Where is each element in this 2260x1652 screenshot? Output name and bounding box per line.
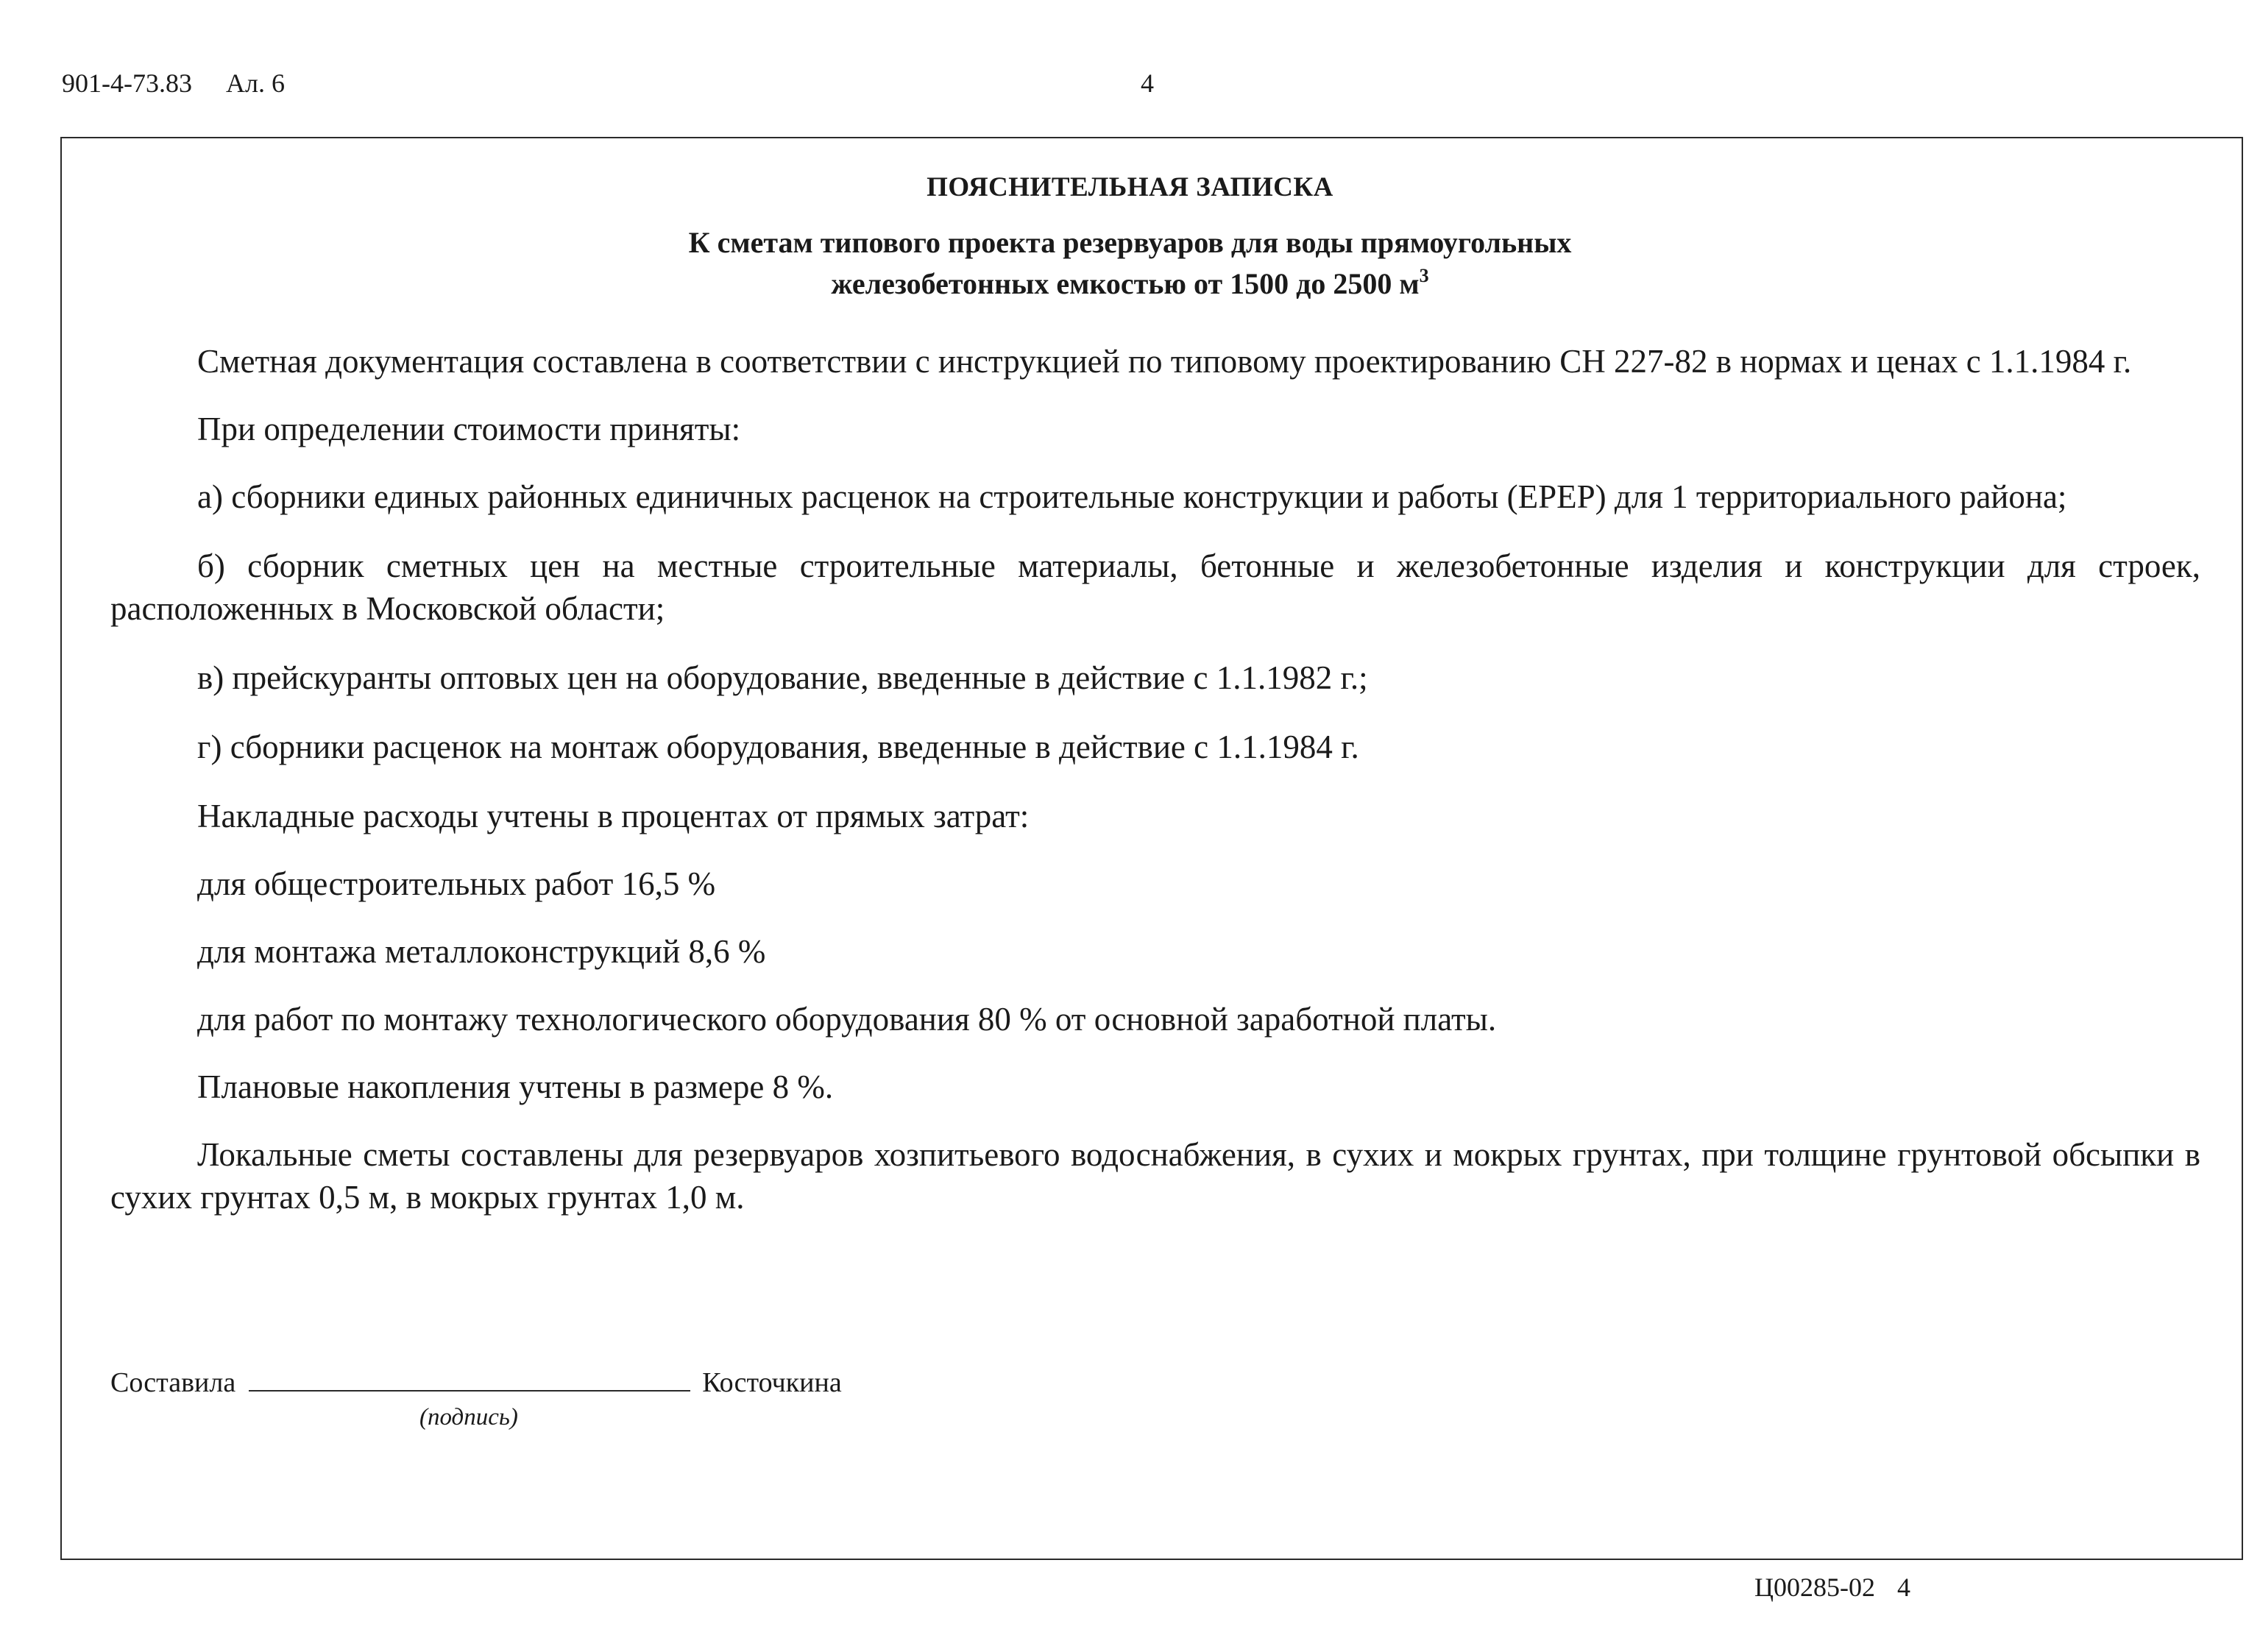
subtitle-line-1: К сметам типового проекта резервуаров для воды прямоугольных bbox=[688, 226, 1572, 259]
album-number: Ал. 6 bbox=[225, 68, 285, 98]
list-item-a: а) сборники единых районных единичных расценок на строительные конструкции и работы (ЕРЕР) для 1 территориального района; bbox=[197, 478, 2067, 515]
footer-document-code: Ц00285-02 bbox=[1754, 1573, 1875, 1602]
paragraph-savings: Плановые накопления учтены в размере 8 %. bbox=[197, 1068, 834, 1105]
subtitle-line-2-text: железобетонных емкостью от 1500 до 2500 м bbox=[831, 267, 1420, 300]
signature-hint: (подпись) bbox=[419, 1404, 518, 1431]
subtitle-line-2 bbox=[0, 263, 2260, 305]
paragraph-local-estimates: Локальные сметы составлены для резервуаров хозпитьевого водоснабжения, в сухих и мокрых грунтах, при толщине грунтовой обсыпки в сухих грунтах 0,5 м, в мокрых грунтах 1,0 м. bbox=[110, 1136, 2200, 1216]
project-code: 901-4-73.83 bbox=[62, 68, 192, 98]
paragraph-cost-basis: При определении стоимости приняты: bbox=[197, 411, 741, 447]
document-subtitle bbox=[0, 222, 2260, 305]
page-number: 4 bbox=[1141, 68, 1154, 98]
overhead-construction: для общестроительных работ 16,5 % bbox=[197, 865, 716, 902]
signature-label: Составила bbox=[110, 1367, 236, 1398]
overhead-metal: для монтажа металлоконструкций 8,6 % bbox=[197, 933, 766, 970]
document-code bbox=[62, 68, 285, 99]
footer-code bbox=[1754, 1572, 1910, 1603]
footer-page-number: 4 bbox=[1897, 1573, 1910, 1602]
list-item-g: г) сборники расценок на монтаж оборудования, введенные в действие с 1.1.1984 г. bbox=[197, 728, 1359, 765]
signer-name: Косточкина bbox=[702, 1367, 842, 1398]
cubic-superscript: 3 bbox=[1419, 265, 1429, 286]
list-item-b: б) сборник сметных цен на местные строительные материалы, бетонные и железобетонные изделия и конструкции для строек, расположенных в Московской области; bbox=[110, 547, 2200, 627]
signature-line bbox=[249, 1368, 690, 1392]
paragraph-documentation: Сметная документация составлена в соответствии с инструкцией по типовому проектированию СН 227-82 в нормах и ценах с 1.1.1984 г. bbox=[197, 343, 2132, 380]
explanatory-text bbox=[110, 340, 2200, 1244]
overhead-equipment: для работ по монтажу технологического оборудования 80 % от основной заработной платы. bbox=[197, 1001, 1497, 1038]
signature-block bbox=[110, 1366, 842, 1399]
list-item-v: в) прейскуранты оптовых цен на оборудование, введенные в действие с 1.1.1982 г.; bbox=[197, 659, 1368, 696]
paragraph-overhead: Накладные расходы учтены в процентах от прямых затрат: bbox=[197, 798, 1030, 834]
document-title: ПОЯСНИТЕЛЬНАЯ ЗАПИСКА bbox=[927, 172, 1333, 202]
